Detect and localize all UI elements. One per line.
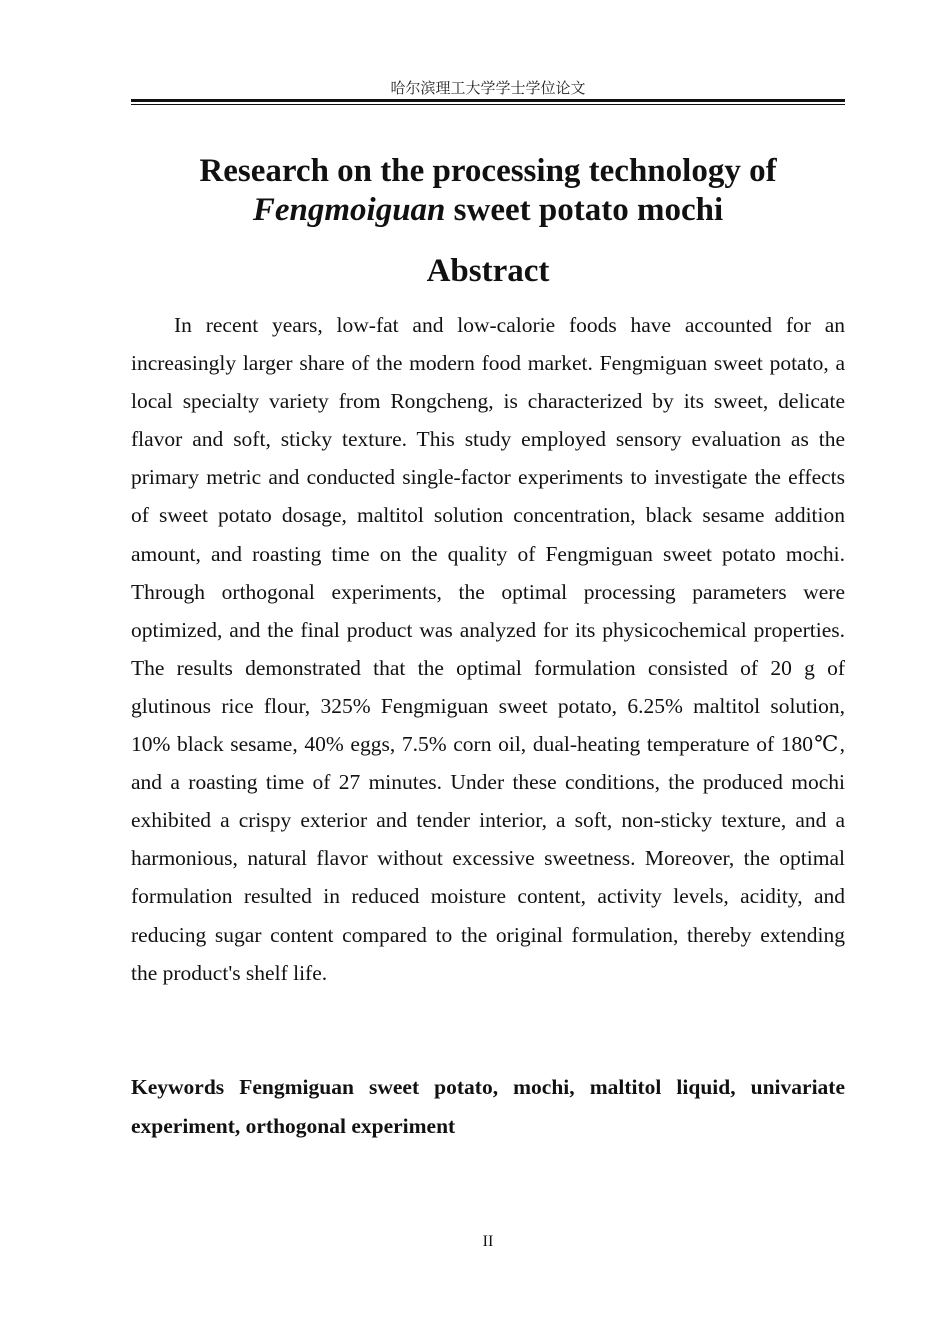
paper-title-line2-rest: sweet potato mochi (445, 192, 724, 228)
page-number: II (482, 1233, 494, 1250)
running-header: 哈尔滨理工大学学士学位论文 (390, 79, 586, 97)
paper-title-line2 (131, 191, 845, 230)
header-rule-thick (131, 99, 845, 102)
paper-title-italic-term: Fengmoiguan (252, 192, 446, 228)
header-rule-thin (131, 104, 845, 105)
abstract-heading: Abstract (426, 253, 550, 289)
paper-title-line1: Research on the processing technology of (199, 153, 777, 189)
abstract-body: In recent years, low-fat and low-calorie foods have accounted for an increasingly larger share of the modern food market. Fengmiguan sweet potato, a local specialty variety from Rongcheng, is characterized by its sweet, delicate flavor and soft, sticky texture. This study employed sensory evaluation as the primary metric and conducted single-factor experiments to investigate the effects of sweet potato dosage, maltitol solution concentration, black sesame addition amount, and roasting time on the quality of Fengmiguan sweet potato mochi. Through orthogonal experiments, the optimal processing parameters were optimized, and the final product was analyzed for its physicochemical properties. The results demonstrated that the optimal formulation consisted of 20 g of glutinous rice flour, 325% Fengmiguan sweet potato, 6.25% maltitol solution, 10% black sesame, 40% eggs, 7.5% corn oil, dual-heating temperature of 180℃, and a roasting time of 27 minutes. Under these conditions, the produced mochi exhibited a crispy exterior and tender interior, a soft, non-sticky texture, and a harmonious, natural flavor without excessive sweetness. Moreover, the optimal formulation resulted in reduced moisture content, activity levels, acidity, and reducing sugar content compared to the original formulation, thereby extending the product's shelf life. (131, 313, 845, 985)
keywords: Keywords Fengmiguan sweet potato, mochi, maltitol liquid, univariate experiment, orthogonal experiment (131, 1075, 845, 1138)
paper-title (131, 152, 845, 230)
